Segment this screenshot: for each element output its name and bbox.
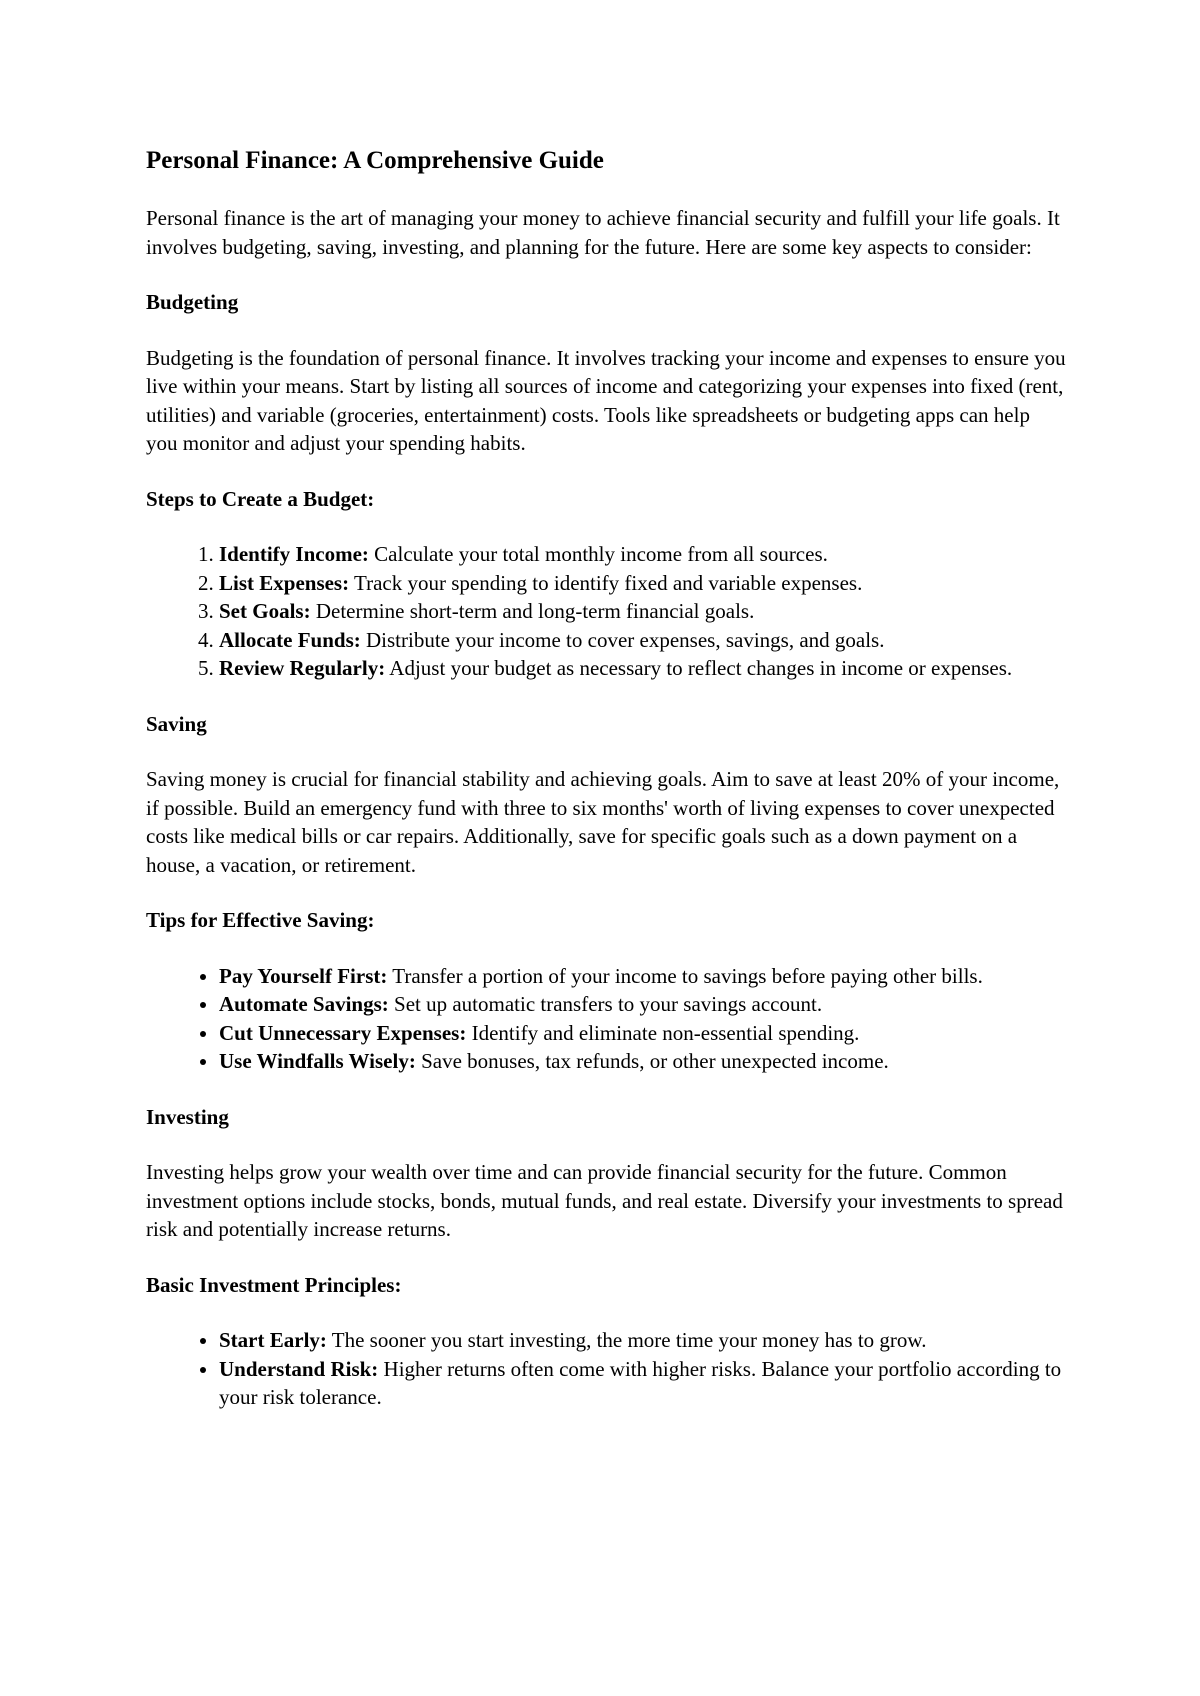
list-item-term: Identify Income: <box>219 542 369 566</box>
list-item <box>219 1019 1066 1048</box>
list-item <box>219 1047 1066 1076</box>
list-item-term: Allocate Funds: <box>219 627 361 652</box>
intro-paragraph: Personal finance is the art of managing your money to achieve financial security and fulfill your life goals. It involves budgeting, saving, investing, and planning for the future. Here are some key aspects to consider: <box>146 206 1060 259</box>
list-item-text: Set up automatic transfers to your savings account. <box>388 992 823 1016</box>
investing-heading: Investing <box>146 1104 229 1129</box>
saving-tips-heading: Tips for Effective Saving: <box>146 908 375 932</box>
list-item-term: Pay Yourself First: <box>219 963 388 988</box>
list-item <box>219 1326 1066 1355</box>
list-item-text: Adjust your budget as necessary to reflect changes in income or expenses. <box>385 656 1013 680</box>
document-title: Personal Finance: A Comprehensive Guide <box>146 147 604 174</box>
list-item-text: Save bonuses, tax refunds, or other unexpected income. <box>415 1049 889 1073</box>
investing-paragraph: Investing helps grow your wealth over time and can provide financial security for the future. Common investment options include stocks, bonds, mutual funds, and real estate. Diversify your investments to spread risk and potentially increase returns. <box>146 1160 1063 1241</box>
list-item-term: Cut Unnecessary Expenses: <box>219 1020 467 1045</box>
list-item <box>219 569 1066 598</box>
list-item <box>219 654 1066 683</box>
list-item-term: Review Regularly: <box>219 656 386 680</box>
list-item-term: Understand Risk: <box>219 1356 379 1381</box>
budget-steps-list <box>146 540 1066 683</box>
list-item-text: The sooner you start investing, the more time your money has to grow. <box>326 1328 927 1352</box>
list-item-term: Automate Savings: <box>219 992 389 1016</box>
investment-principles-list <box>146 1326 1066 1412</box>
list-item-text: Track your spending to identify fixed and variable expenses. <box>349 570 863 595</box>
budgeting-paragraph: Budgeting is the foundation of personal finance. It involves tracking your income and expenses to ensure you live within your means. Start by listing all sources of income and categorizing your expenses into fixed (rent, utilities) and variable (groceries, entertainment) costs. Tools like spreadsheets or budgeting apps can help you monitor and adjust your spending habits. <box>146 345 1066 455</box>
list-item-term: Use Windfalls Wisely: <box>219 1049 416 1073</box>
list-item-text: Calculate your total monthly income from all sources. <box>368 542 828 566</box>
list-item <box>219 540 1066 569</box>
saving-heading: Saving <box>146 711 207 736</box>
saving-paragraph: Saving money is crucial for financial stability and achieving goals. Aim to save at least 20% of your income, if possible. Build an emergency fund with three to six months' worth of living expenses to cover unexpected costs like medical bills or car repairs. Additionally, save for specific goals such as a down payment on a house, a vacation, or retirement. <box>146 767 1060 877</box>
budget-steps-heading: Steps to Create a Budget: <box>146 486 375 511</box>
saving-tips-list <box>146 962 1066 1076</box>
investment-principles-heading: Basic Investment Principles: <box>146 1272 402 1297</box>
list-item-text: Higher returns often come with higher risks. Balance your portfolio according to your risk tolerance. <box>219 1356 1062 1409</box>
list-item-term: List Expenses: <box>219 570 350 595</box>
list-item <box>219 962 1066 991</box>
list-item-text: Distribute your income to cover expenses, savings, and goals. <box>360 627 885 652</box>
list-item <box>219 1355 1066 1412</box>
list-item-term: Set Goals: <box>219 599 311 623</box>
document-page <box>146 146 1066 1439</box>
list-item-text: Identify and eliminate non-essential spending. <box>466 1020 860 1045</box>
budgeting-heading: Budgeting <box>146 290 239 314</box>
list-item <box>219 626 1066 655</box>
list-item-text: Determine short-term and long-term financial goals. <box>310 599 755 623</box>
list-item <box>219 990 1066 1019</box>
list-item-text: Transfer a portion of your income to savings before paying other bills. <box>387 963 983 988</box>
list-item <box>219 597 1066 626</box>
list-item-term: Start Early: <box>219 1328 327 1352</box>
